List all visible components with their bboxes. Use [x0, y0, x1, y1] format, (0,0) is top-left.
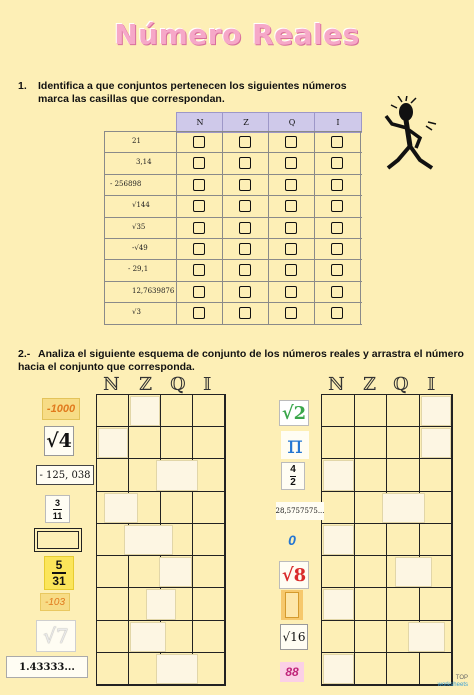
checkbox-q[interactable]: [285, 200, 297, 212]
drop-slot[interactable]: [323, 654, 354, 684]
left-grid-header-N: ℕ: [103, 374, 120, 395]
checkbox-n[interactable]: [193, 136, 205, 148]
table-column-line: [268, 131, 269, 324]
tile-sqrt-16[interactable]: √16: [280, 624, 308, 650]
question-2: [18, 348, 464, 374]
tile-3-over-11-numerator: 3: [53, 497, 63, 510]
table-row-line: [104, 152, 362, 153]
checkbox-i[interactable]: [331, 222, 343, 234]
drop-slot[interactable]: [146, 589, 176, 619]
question-2-line-2: hacia el conjunto que corresponda.: [18, 361, 195, 373]
tile-sqrt-4[interactable]: √4: [44, 426, 74, 456]
table-column-line: [360, 131, 361, 324]
grid-cell[interactable]: [355, 395, 388, 427]
tile-88[interactable]: 88: [280, 662, 304, 682]
tile-minus-125-038[interactable]: - 125, 038: [36, 465, 94, 485]
grid-cell[interactable]: [387, 395, 420, 427]
table-row-line: [104, 217, 362, 218]
row-label: - 256898: [110, 179, 142, 188]
tile-framed-blank[interactable]: [35, 529, 81, 551]
drop-slot[interactable]: [323, 589, 354, 619]
checkbox-z[interactable]: [239, 157, 251, 169]
grid-cell[interactable]: [97, 588, 129, 620]
grid-cell[interactable]: [129, 427, 161, 459]
grid-cell[interactable]: [355, 621, 388, 653]
drop-slot[interactable]: [156, 460, 199, 490]
grid-cell[interactable]: [355, 459, 388, 491]
grid-cell[interactable]: [322, 427, 355, 459]
classification-table: [104, 112, 362, 324]
grid-cell[interactable]: [97, 395, 129, 427]
thinking-figure-icon: [380, 96, 444, 182]
drop-slot[interactable]: [130, 396, 160, 426]
row-label: 12,7639876: [132, 286, 175, 295]
grid-cell[interactable]: [387, 524, 420, 556]
grid-cell[interactable]: [161, 395, 193, 427]
left-drop-grid[interactable]: [96, 394, 226, 686]
grid-cell[interactable]: [355, 653, 388, 685]
checkbox-z[interactable]: [239, 243, 251, 255]
tile-sqrt-7[interactable]: √7: [36, 620, 76, 652]
grid-cell[interactable]: [161, 492, 193, 524]
grid-cell[interactable]: [355, 588, 388, 620]
left-grid-header-Q: ℚ: [170, 374, 186, 395]
header-Q: Q: [268, 112, 316, 133]
tile-zero[interactable]: 0: [288, 532, 296, 548]
checkbox-z[interactable]: [239, 200, 251, 212]
checkbox-i[interactable]: [331, 307, 343, 319]
checkbox-i[interactable]: [331, 264, 343, 276]
checkbox-z[interactable]: [239, 136, 251, 148]
grid-cell[interactable]: [420, 459, 453, 491]
grid-cell[interactable]: [193, 621, 225, 653]
grid-cell[interactable]: [97, 556, 129, 588]
drop-slot[interactable]: [159, 557, 192, 587]
question-2-line-1: Analiza el siguiente esquema de conjunto de los números reales y arrastra el número: [38, 348, 464, 360]
checkbox-n[interactable]: [193, 264, 205, 276]
tile-minus-103[interactable]: -103: [40, 593, 70, 611]
grid-cell[interactable]: [420, 524, 453, 556]
grid-cell[interactable]: [97, 459, 129, 491]
grid-cell[interactable]: [193, 395, 225, 427]
table-column-line: [222, 131, 223, 324]
checkbox-q[interactable]: [285, 264, 297, 276]
table-row-line: [104, 259, 362, 260]
right-grid-header-N: ℕ: [328, 374, 345, 395]
checkbox-q[interactable]: [285, 179, 297, 191]
checkbox-q[interactable]: [285, 136, 297, 148]
grid-cell[interactable]: [387, 459, 420, 491]
header-N: N: [176, 112, 224, 133]
page-title: Número Reales: [114, 18, 360, 51]
table-column-line: [176, 131, 177, 324]
tile-3-over-11-denominator: 11: [52, 510, 63, 521]
tile-5-over-31[interactable]: 5 31: [44, 556, 74, 590]
table-row-line: [104, 131, 362, 132]
drop-slot[interactable]: [382, 493, 426, 523]
tile-minus-1000[interactable]: -1000: [42, 398, 80, 420]
checkbox-n[interactable]: [193, 157, 205, 169]
tile-sqrt-8[interactable]: √8: [279, 561, 309, 589]
row-label: √35: [132, 222, 146, 231]
row-label: √3: [132, 308, 141, 317]
checkbox-q[interactable]: [285, 157, 297, 169]
left-grid-header-Z: ℤ: [139, 374, 153, 395]
left-grid-header-I: 𝕀: [203, 374, 212, 395]
checkbox-z[interactable]: [239, 286, 251, 298]
checkbox-n[interactable]: [193, 286, 205, 298]
right-grid-header-Q: ℚ: [393, 374, 409, 395]
tile-orange-blank[interactable]: [281, 590, 303, 620]
grid-cell[interactable]: [420, 588, 453, 620]
grid-cell[interactable]: [387, 653, 420, 685]
grid-cell[interactable]: [193, 588, 225, 620]
question-1-line-2: marca las casillas que correspondan.: [38, 93, 225, 105]
grid-cell[interactable]: [97, 653, 129, 685]
tile-framed-blank-box: [37, 531, 79, 549]
row-label: - 29,1: [128, 265, 149, 274]
drop-slot[interactable]: [124, 525, 173, 555]
table-column-line: [314, 131, 315, 324]
checkbox-i[interactable]: [331, 157, 343, 169]
checkbox-q[interactable]: [285, 286, 297, 298]
tile-1-43333[interactable]: 1.43333...: [6, 656, 88, 678]
row-label: -√49: [132, 244, 148, 252]
drop-slot[interactable]: [104, 493, 137, 523]
row-label: 3,14: [136, 158, 152, 167]
grid-cell[interactable]: [193, 524, 225, 556]
checkbox-i[interactable]: [331, 243, 343, 255]
grid-cell[interactable]: [322, 492, 355, 524]
tile-4-over-2[interactable]: 4 2: [281, 462, 305, 490]
grid-cell[interactable]: [161, 427, 193, 459]
checkbox-q[interactable]: [285, 243, 297, 255]
drop-slot[interactable]: [421, 396, 452, 426]
tile-pi[interactable]: π: [281, 431, 309, 459]
grid-cell[interactable]: [322, 556, 355, 588]
drop-slot[interactable]: [323, 460, 354, 490]
row-label: 21: [132, 137, 141, 145]
right-grid-header-Z: ℤ: [363, 374, 377, 395]
grid-cell[interactable]: [387, 427, 420, 459]
grid-cell[interactable]: [97, 621, 129, 653]
checkbox-n[interactable]: [193, 243, 205, 255]
grid-cell[interactable]: [355, 524, 388, 556]
checkbox-n[interactable]: [193, 307, 205, 319]
right-drop-grid[interactable]: [321, 394, 453, 686]
table-column-line: [104, 131, 105, 324]
table-row-line: [104, 195, 362, 196]
question-2-number: 2.-: [18, 348, 31, 360]
checkbox-q[interactable]: [285, 307, 297, 319]
checkbox-z[interactable]: [239, 307, 251, 319]
table-row-line: [104, 238, 362, 239]
grid-cell[interactable]: [322, 395, 355, 427]
table-row-line: [104, 174, 362, 175]
checkbox-n[interactable]: [193, 222, 205, 234]
checkbox-q[interactable]: [285, 222, 297, 234]
grid-cell[interactable]: [355, 556, 388, 588]
checkbox-z[interactable]: [239, 264, 251, 276]
drop-slot[interactable]: [323, 525, 354, 555]
drop-slot[interactable]: [421, 428, 452, 458]
header-Z: Z: [222, 112, 270, 133]
question-1: [18, 80, 347, 106]
checkbox-i[interactable]: [331, 179, 343, 191]
drop-slot[interactable]: [408, 622, 445, 652]
checkbox-z[interactable]: [239, 222, 251, 234]
footer-watermark: TOP worksheets: [437, 675, 468, 688]
right-grid-header-I: 𝕀: [427, 374, 436, 395]
checkbox-n[interactable]: [193, 179, 205, 191]
checkbox-i[interactable]: [331, 136, 343, 148]
grid-cell[interactable]: [387, 588, 420, 620]
question-1-line-1: Identifica a que conjuntos pertenecen los siguientes números: [38, 80, 347, 92]
checkbox-n[interactable]: [193, 200, 205, 212]
tile-3-over-11[interactable]: [45, 495, 70, 523]
drop-slot[interactable]: [98, 428, 128, 458]
drop-slot[interactable]: [395, 557, 432, 587]
table-row-line: [104, 324, 362, 325]
header-I: I: [314, 112, 362, 133]
drop-slot[interactable]: [156, 654, 199, 684]
tile-sqrt-2[interactable]: √2: [279, 400, 309, 426]
checkbox-i[interactable]: [331, 286, 343, 298]
grid-cell[interactable]: [355, 427, 388, 459]
drop-slot[interactable]: [130, 622, 166, 652]
grid-cell[interactable]: [193, 427, 225, 459]
tile-28-5757[interactable]: 28,5757575...: [276, 502, 324, 520]
checkbox-z[interactable]: [239, 179, 251, 191]
grid-cell[interactable]: [322, 621, 355, 653]
checkbox-i[interactable]: [331, 200, 343, 212]
row-label: √144: [132, 201, 150, 210]
question-1-number: 1.: [18, 80, 27, 92]
table-row-line: [104, 302, 362, 303]
grid-cell[interactable]: [129, 556, 161, 588]
grid-cell[interactable]: [193, 556, 225, 588]
grid-cell[interactable]: [193, 492, 225, 524]
table-row-line: [104, 281, 362, 282]
